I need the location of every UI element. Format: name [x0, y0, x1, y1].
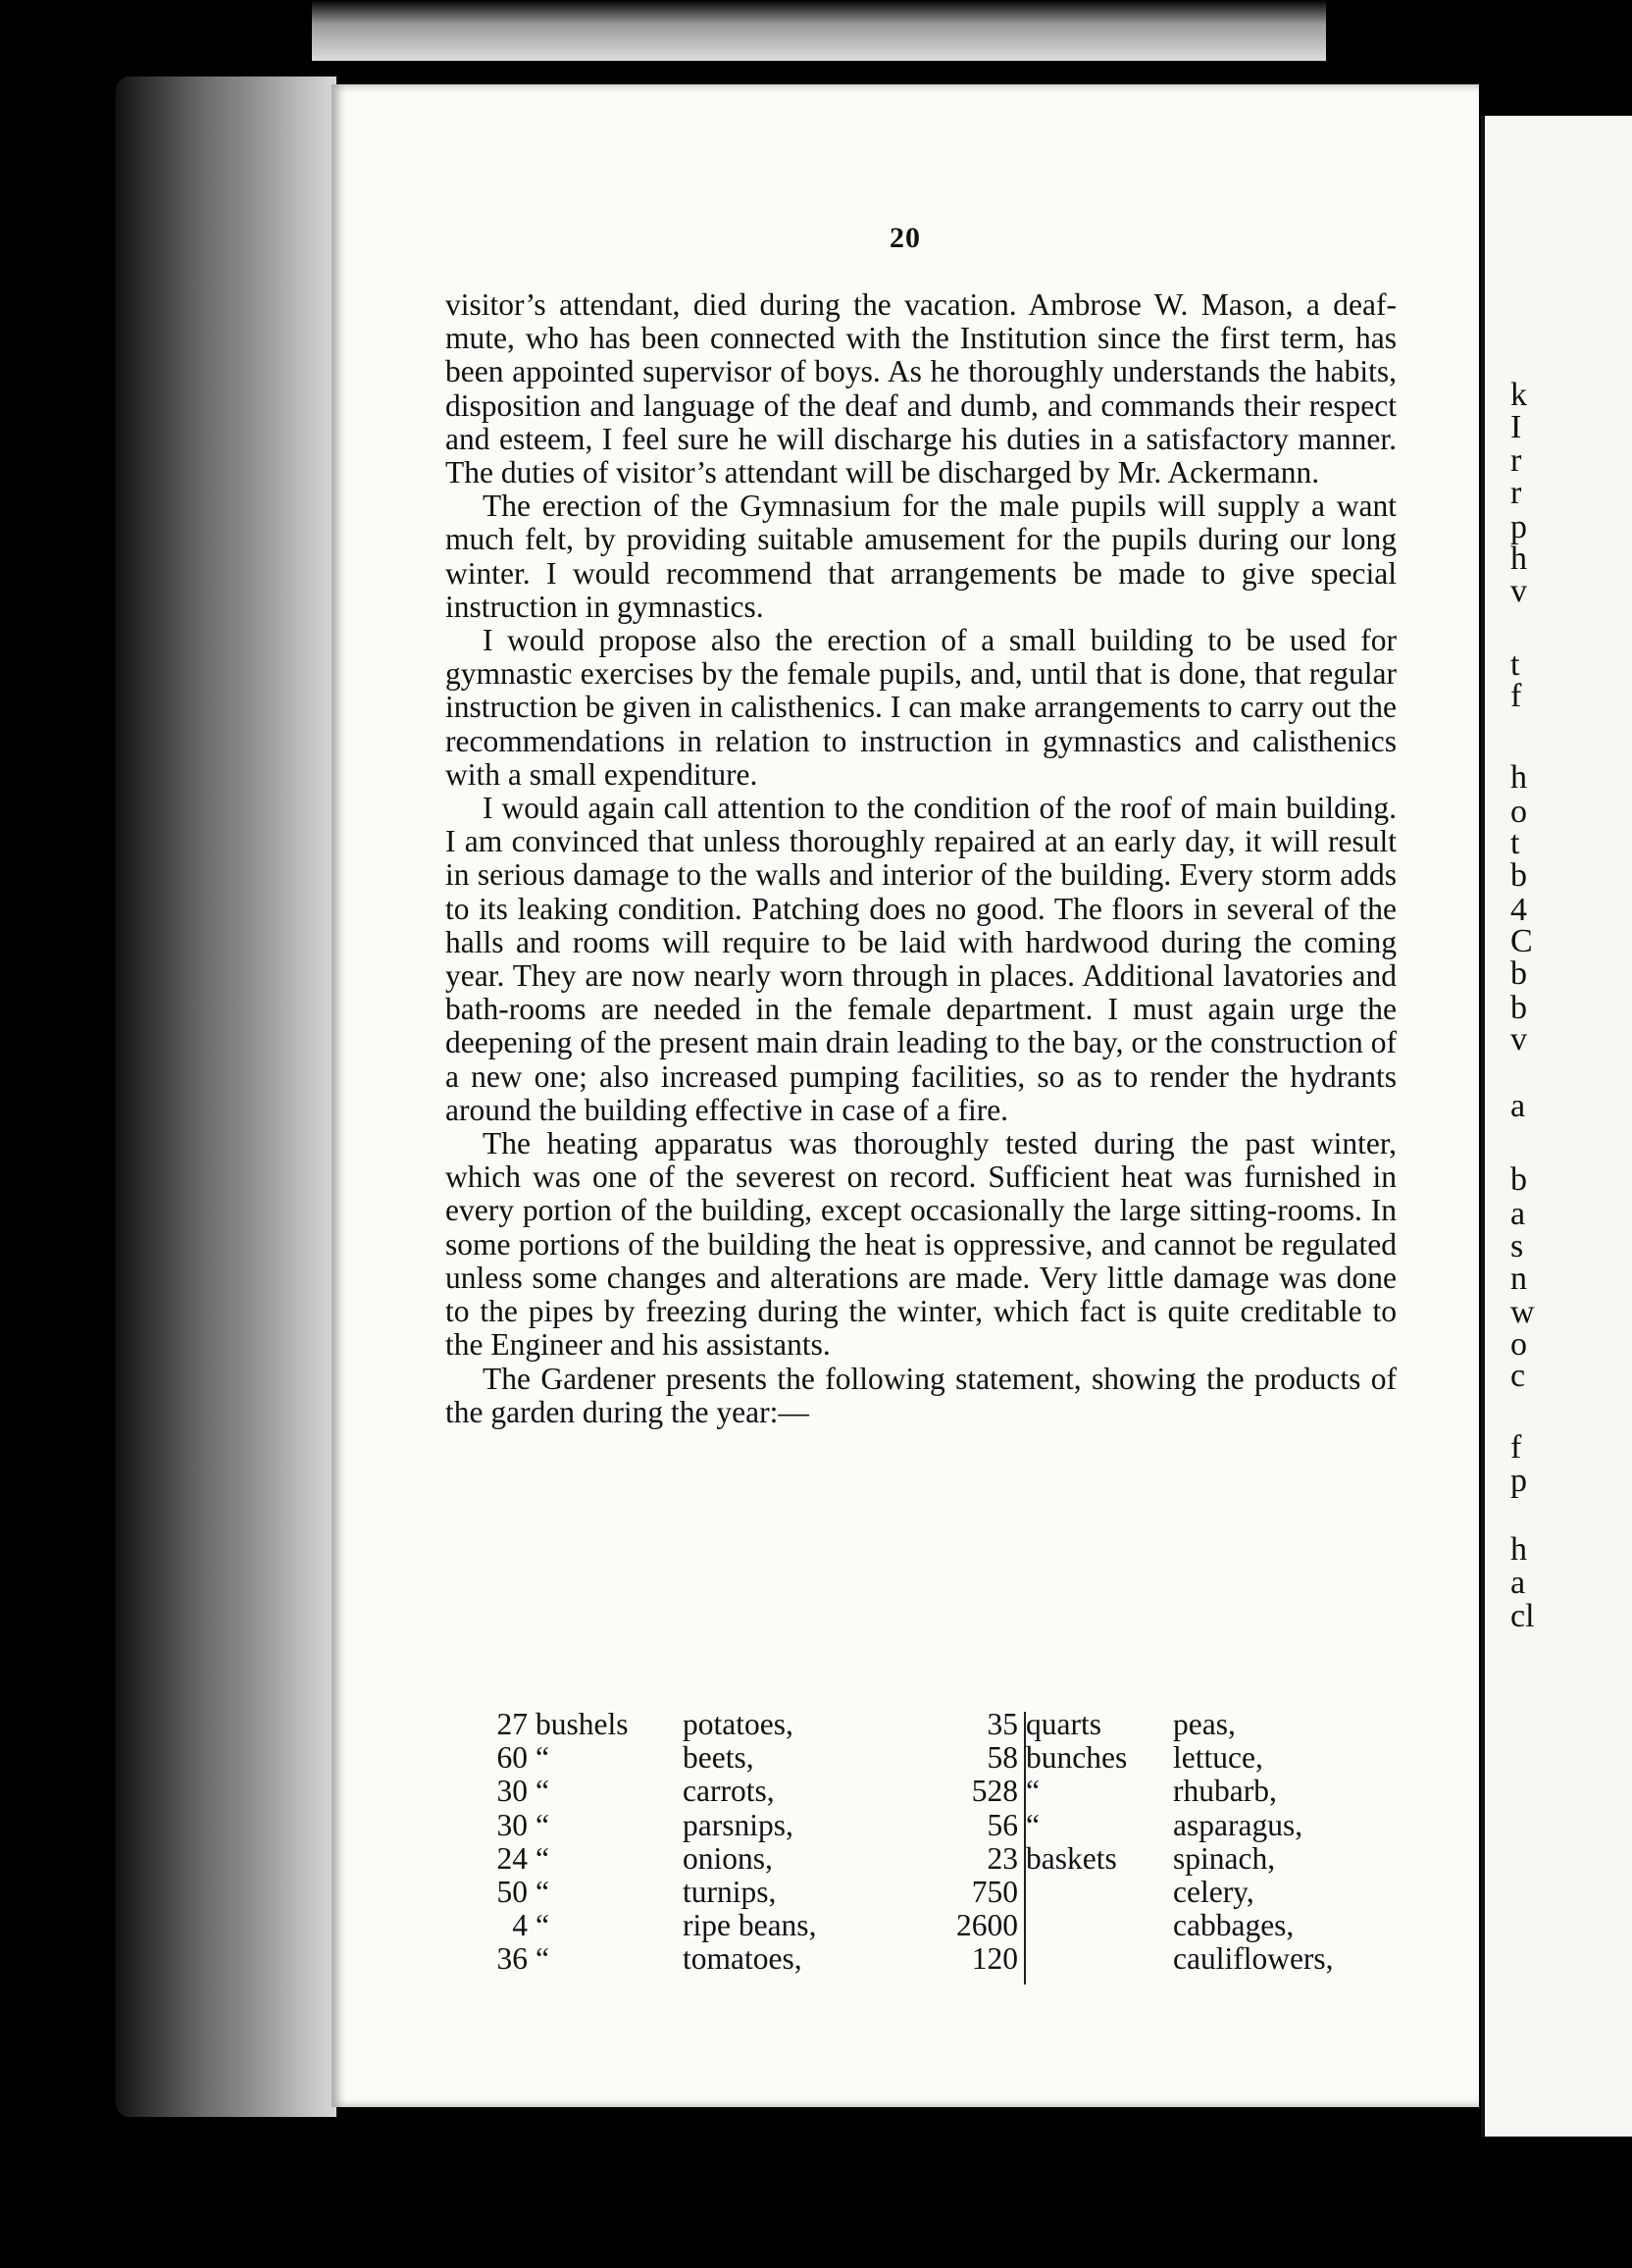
produce-unit	[1026, 1876, 1173, 1909]
facing-page-fragment	[1481, 116, 1632, 2137]
produce-column-left	[449, 1708, 861, 1977]
produce-unit: bunches	[1026, 1740, 1128, 1776]
produce-item: ripe beans,	[683, 1908, 817, 1943]
paragraph-4: I would again call attention to the condition of the roof of main building. I am convinced that unless thoroughly repaired at an early day, it will result in serious damage to the walls and interior of the building. Every storm adds to its leaking condition. Patching does no good. The floors in several of the halls and rooms will require to be laid with hardwood during the coming year. They are now nearly worn through in places. Additional lavatories and bath-rooms are needed in the female department. I must again urge the deepening of the present main drain leading to the bay, or the construction of a new one; also increased pumping facilities, so as to render the hydrants around the building effective in case of a fire.	[445, 791, 1397, 1127]
facing-page-text: a	[1510, 1088, 1526, 1124]
produce-qty: 58	[987, 1740, 1018, 1776]
facing-page-text: b	[1510, 1161, 1527, 1198]
produce-row	[940, 1809, 1391, 1842]
produce-row	[940, 1942, 1391, 1976]
produce-row	[940, 1842, 1391, 1876]
facing-page-text: b	[1510, 990, 1527, 1026]
produce-unit: “	[536, 1840, 549, 1876]
produce-unit: “	[536, 1774, 549, 1809]
produce-row	[449, 1876, 861, 1909]
produce-unit: “	[1026, 1807, 1040, 1842]
facing-page-text: f	[1510, 678, 1522, 714]
facing-page-text: c	[1510, 1358, 1526, 1394]
paragraph-6: The Gardener presents the following statement, showing the products of the garden during the year:—	[445, 1361, 1397, 1429]
produce-item: lettuce,	[1173, 1740, 1263, 1776]
facing-page-text: v	[1510, 1021, 1527, 1057]
produce-unit: baskets	[1026, 1840, 1117, 1876]
facing-page-text: f	[1510, 1429, 1522, 1466]
facing-page-text: b	[1510, 955, 1527, 992]
produce-unit: “	[536, 1740, 549, 1776]
produce-unit: quarts	[1026, 1707, 1101, 1741]
produce-item: peas,	[1173, 1707, 1236, 1741]
produce-item: cauliflowers,	[1173, 1941, 1334, 1977]
produce-item: beets,	[683, 1740, 754, 1776]
produce-item: parsnips,	[683, 1807, 793, 1842]
facing-page-text: w	[1510, 1294, 1535, 1330]
produce-qty: 35	[987, 1707, 1018, 1741]
facing-page-text: p	[1510, 1463, 1527, 1499]
facing-page-text: 4	[1510, 892, 1527, 928]
facing-page-text: I	[1510, 409, 1522, 445]
produce-row	[449, 1909, 861, 1942]
produce-row	[940, 1876, 1391, 1909]
document-page	[332, 84, 1479, 2107]
produce-item: tomatoes,	[683, 1941, 802, 1977]
facing-page-text: o	[1510, 1326, 1527, 1363]
produce-unit: “	[536, 1908, 549, 1943]
produce-row	[940, 1741, 1391, 1775]
produce-unit: bushels	[536, 1707, 629, 1741]
produce-item: carrots,	[683, 1774, 775, 1809]
produce-row	[940, 1708, 1391, 1741]
facing-page-text: a	[1510, 1196, 1526, 1232]
produce-qty: 27	[496, 1707, 528, 1741]
produce-qty: 528	[971, 1774, 1018, 1809]
produce-qty: 24	[496, 1840, 528, 1876]
facing-page-text: s	[1510, 1228, 1524, 1264]
book-page-edges	[116, 77, 336, 2117]
produce-row	[449, 1741, 861, 1775]
produce-row	[940, 1775, 1391, 1808]
body-text	[445, 288, 1397, 1429]
facing-page-text: t	[1510, 825, 1520, 861]
produce-unit: “	[536, 1941, 549, 1977]
produce-item: rhubarb,	[1173, 1774, 1277, 1809]
page-number: 20	[890, 222, 921, 254]
produce-column-right	[940, 1708, 1391, 1977]
produce-qty: 56	[987, 1807, 1018, 1842]
produce-qty: 23	[987, 1840, 1018, 1876]
facing-page-text: h	[1510, 1531, 1527, 1568]
scan-top-edge	[312, 0, 1326, 61]
facing-page-text: r	[1510, 475, 1522, 511]
produce-item: celery,	[1173, 1874, 1254, 1909]
facing-page-text: p	[1510, 509, 1527, 545]
produce-item: onions,	[683, 1840, 773, 1876]
facing-page-text: t	[1510, 646, 1520, 683]
produce-item: asparagus,	[1173, 1807, 1303, 1842]
produce-qty: 30	[496, 1807, 528, 1842]
produce-unit: “	[1026, 1774, 1040, 1809]
paragraph-5: The heating apparatus was thoroughly tested during the past winter, which was one of the severest on record. Sufficient heat was furnished in every portion of the building, except occasionally the large sitting-rooms. In some portions of the building the heat is oppressive, and cannot be regulated unless some changes and alterations are made. Very little damage was done to the pipes by freezing during the winter, which fact is quite creditable to the Engineer and his assistants.	[445, 1126, 1397, 1363]
facing-page-text: h	[1510, 759, 1527, 796]
produce-qty: 50	[496, 1874, 528, 1909]
facing-page-text: C	[1510, 923, 1533, 959]
produce-row	[449, 1708, 861, 1741]
produce-row	[449, 1775, 861, 1808]
produce-item: cabbages,	[1173, 1908, 1295, 1943]
facing-page-text: o	[1510, 794, 1527, 830]
produce-item: turnips,	[683, 1874, 777, 1909]
facing-page-text: b	[1510, 857, 1527, 894]
produce-unit	[1026, 1942, 1173, 1976]
produce-row	[449, 1942, 861, 1976]
produce-unit: “	[536, 1807, 549, 1842]
produce-row	[940, 1909, 1391, 1942]
paragraph-2: The erection of the Gymnasium for the male pupils will supply a want much felt, by providing suitable amusement for the pupils during our long winter. I would recommend that arrangements be made to give special instruction in gymnastics.	[445, 489, 1397, 624]
produce-unit: “	[536, 1874, 549, 1909]
facing-page-text: r	[1510, 442, 1522, 479]
produce-qty: 36	[496, 1941, 528, 1977]
paragraph-1: visitor’s attendant, died during the vacation. Ambrose W. Mason, a deaf-mute, who has been connected with the Institution since the first term, has been appointed supervisor of boys. As he thoroughly understands the habits, disposition and language of the deaf and dumb, and commands their respect and esteem, I feel sure he will discharge his duties in a satisfactory manner. The duties of visitor’s attendant will be discharged by Mr. Ackermann.	[445, 287, 1397, 490]
produce-qty: 2600	[956, 1908, 1018, 1943]
facing-page-text: h	[1510, 541, 1527, 577]
produce-row	[449, 1809, 861, 1842]
produce-qty: 30	[496, 1774, 528, 1809]
produce-qty: 4	[512, 1908, 528, 1943]
produce-qty: 60	[496, 1740, 528, 1776]
produce-qty: 120	[971, 1941, 1018, 1977]
facing-page-text: cl	[1510, 1598, 1535, 1634]
produce-row	[449, 1842, 861, 1876]
paragraph-3: I would propose also the erection of a small building to be used for gymnastic exercises by the female pupils, and, until that is done, that regular instruction be given in calisthenics. I can make arrangements to carry out the recommendations in relation to instruction in gymnastics and calisthenics with a small expenditure.	[445, 623, 1397, 792]
facing-page-text: n	[1510, 1261, 1527, 1297]
facing-page-text: v	[1510, 573, 1527, 609]
produce-unit	[1026, 1909, 1173, 1942]
produce-item: spinach,	[1173, 1840, 1276, 1876]
facing-page-text: k	[1510, 377, 1527, 413]
facing-page-text: a	[1510, 1565, 1526, 1601]
produce-item: potatoes,	[683, 1707, 793, 1741]
produce-qty: 750	[971, 1874, 1018, 1909]
